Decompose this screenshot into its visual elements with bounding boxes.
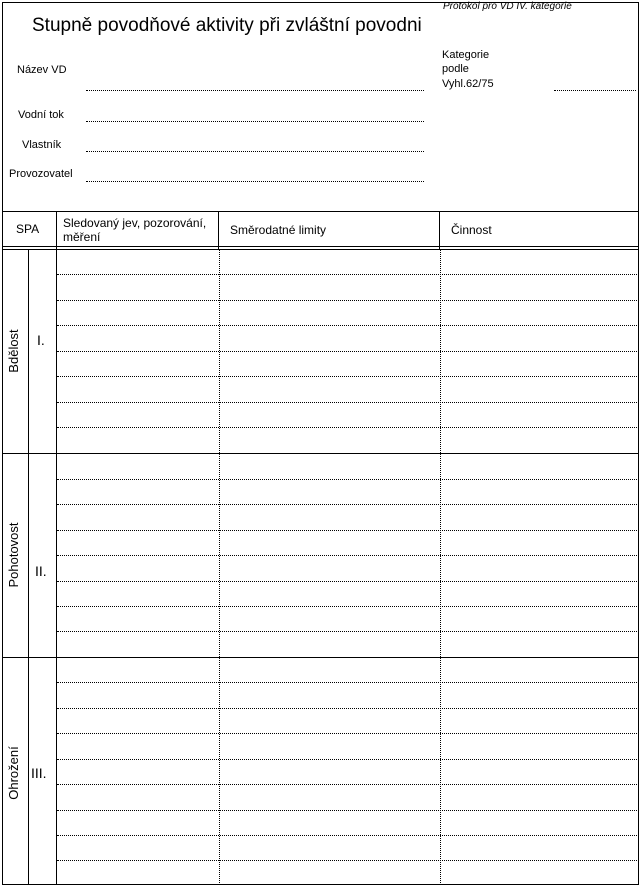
name-label: Název VD bbox=[17, 64, 67, 76]
stage-roman-3: III. bbox=[31, 765, 47, 781]
col-header-activity: Činnost bbox=[451, 223, 492, 237]
col-header-observed: Sledovaný jev, pozorování, měření bbox=[63, 216, 207, 244]
table-row-line[interactable] bbox=[57, 682, 639, 683]
col-dotted-limits bbox=[440, 249, 441, 885]
table-row-line[interactable] bbox=[57, 759, 639, 760]
table-row-line[interactable] bbox=[57, 530, 639, 531]
col-header-limits: Směrodatné limity bbox=[230, 223, 327, 237]
header-bottom-border-1 bbox=[2, 246, 639, 247]
col-header-spa: SPA bbox=[16, 222, 40, 236]
stage-border-1 bbox=[2, 453, 639, 454]
stage-roman-2: II. bbox=[35, 563, 47, 579]
col-divider-limits bbox=[439, 211, 440, 249]
table-row-line[interactable] bbox=[57, 733, 639, 734]
table-row-line[interactable] bbox=[57, 300, 639, 301]
form-frame bbox=[2, 2, 639, 885]
stage-border-2 bbox=[2, 657, 639, 658]
owner-field-line[interactable] bbox=[86, 151, 424, 152]
category-field-line[interactable] bbox=[554, 90, 636, 91]
col-dotted-observed bbox=[219, 249, 220, 885]
table-row-line[interactable] bbox=[57, 835, 639, 836]
table-row-line[interactable] bbox=[57, 427, 639, 428]
category-label-3: Vyhl.62/75 bbox=[442, 78, 494, 90]
table-row-line[interactable] bbox=[57, 784, 639, 785]
table-row-line[interactable] bbox=[57, 708, 639, 709]
category-label-2: podle bbox=[442, 63, 469, 75]
table-row-line[interactable] bbox=[57, 274, 639, 275]
stage-roman-1: I. bbox=[37, 332, 45, 348]
table-row-line[interactable] bbox=[57, 402, 639, 403]
table-row-line[interactable] bbox=[57, 631, 639, 632]
table-row-line[interactable] bbox=[57, 860, 639, 861]
table-row-line[interactable] bbox=[57, 606, 639, 607]
table-row-line[interactable] bbox=[57, 325, 639, 326]
header-bottom-border-2 bbox=[2, 249, 639, 250]
river-label: Vodní tok bbox=[18, 109, 64, 121]
river-field-line[interactable] bbox=[86, 121, 424, 122]
owner-label: Vlastník bbox=[22, 139, 62, 151]
table-row-line[interactable] bbox=[57, 479, 639, 480]
stage-name-3: Ohrožení bbox=[6, 746, 21, 800]
operator-field-line[interactable] bbox=[86, 181, 424, 182]
col-divider-stage bbox=[28, 249, 29, 885]
operator-label: Provozovatel bbox=[9, 168, 73, 180]
table-row-line[interactable] bbox=[57, 376, 639, 377]
col-divider-observed bbox=[218, 211, 219, 249]
name-field-line[interactable] bbox=[86, 90, 424, 91]
table-row-line[interactable] bbox=[57, 351, 639, 352]
stage-name-2: Pohotovost bbox=[6, 522, 21, 588]
stage-name-1: Bdělost bbox=[6, 329, 21, 373]
table-top-border bbox=[2, 211, 639, 212]
table-row-line[interactable] bbox=[57, 555, 639, 556]
category-label-1: Kategorie bbox=[442, 49, 490, 61]
table-row-line[interactable] bbox=[57, 581, 639, 582]
protocol-note: Protokol pro VD IV. kategorie bbox=[443, 1, 572, 12]
table-row-line[interactable] bbox=[57, 810, 639, 811]
table-row-line[interactable] bbox=[57, 504, 639, 505]
page-title: Stupně povodňové aktivity při zvláštní povodni bbox=[32, 15, 422, 36]
